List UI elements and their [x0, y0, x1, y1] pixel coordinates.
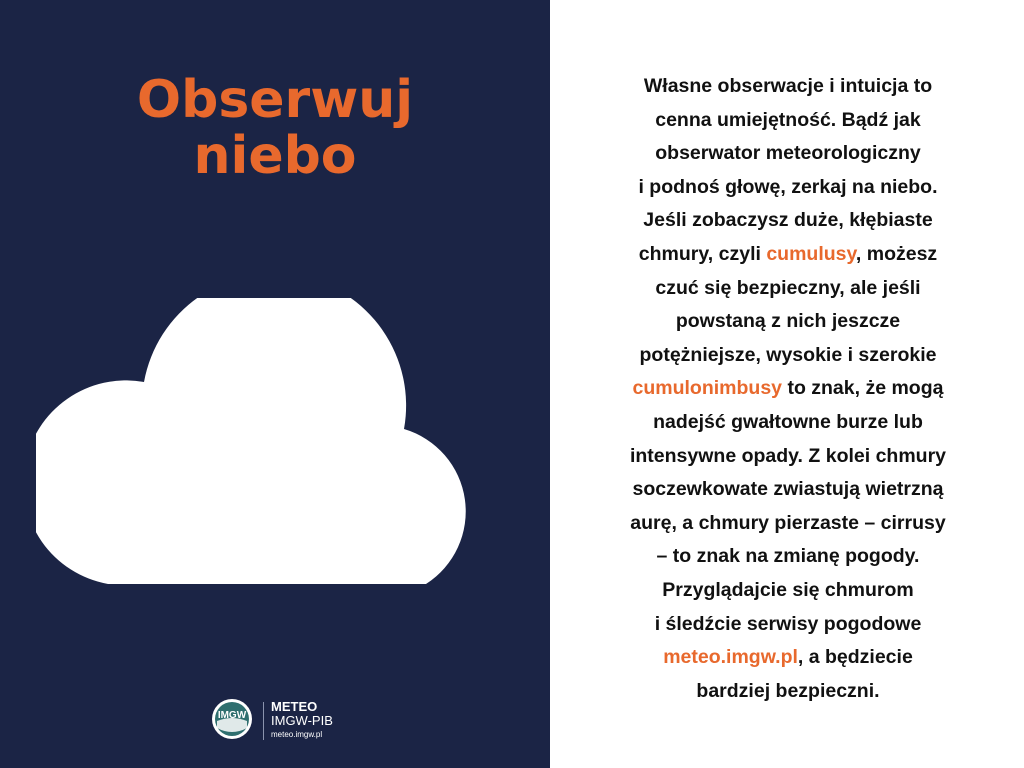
cloud-icon [36, 298, 512, 590]
text-line: Własne obserwacje i intuicja to [643, 75, 933, 97]
highlight-meteo-link: meteo.imgw.pl [663, 646, 798, 669]
text-line: cenna umiejętność. Bądź jak [655, 108, 921, 131]
text-line: Przyglądajcie się chmurom [662, 578, 914, 601]
text-line: potężniejsze, wysokie i szerokie [639, 343, 937, 366]
text-line: intensywne opady. Z kolei chmury [629, 444, 947, 467]
text-line: – to znak na zmianę pogody. [656, 545, 920, 568]
text-fragment: to znak, że mogą [782, 377, 944, 400]
imgw-logo [211, 698, 371, 746]
text-line: soczewkowate zwiastują wietrzną [632, 478, 944, 501]
logo-meteo: METEO [271, 699, 318, 714]
page-title [0, 72, 550, 184]
text-line [588, 641, 988, 675]
text-line: aurę, a chmury pierzaste – cirrusy [630, 511, 946, 534]
text-fragment: , a będziecie [797, 646, 913, 669]
seal-text: IMGW [217, 710, 247, 721]
text-line: czuć się bezpieczny, ale jeśli [655, 276, 921, 299]
text-line: Jeśli zobaczysz duże, kłębiaste [643, 209, 933, 232]
logo-divider [263, 702, 264, 740]
title-line-2: niebo [193, 126, 357, 186]
text-line: nadejść gwałtowne burze lub [653, 410, 923, 433]
title-line-1: Obserwuj [136, 70, 414, 130]
text-line: powstaną z nich jeszcze [675, 310, 901, 333]
logo-url: meteo.imgw.pl [271, 730, 323, 739]
body-paragraph [588, 70, 988, 708]
text-fragment: , możesz [855, 242, 938, 265]
highlight-cumulonimbusy: cumulonimbusy [632, 377, 783, 400]
text-line [588, 372, 988, 406]
text-line [588, 238, 988, 272]
text-fragment: chmury, czyli [638, 242, 767, 265]
imgw-seal-icon [211, 698, 253, 740]
text-line: bardziej bezpieczni. [696, 679, 880, 702]
text-line: i śledźcie serwisy pogodowe [654, 612, 922, 635]
logo-imgw-pib: IMGW-PIB [271, 713, 333, 728]
text-line: i podnoś głowę, zerkaj na niebo. [638, 175, 938, 198]
logo-text [271, 700, 333, 741]
text-line: obserwator meteorologiczny [655, 142, 921, 165]
highlight-cumulusy: cumulusy [766, 242, 856, 265]
